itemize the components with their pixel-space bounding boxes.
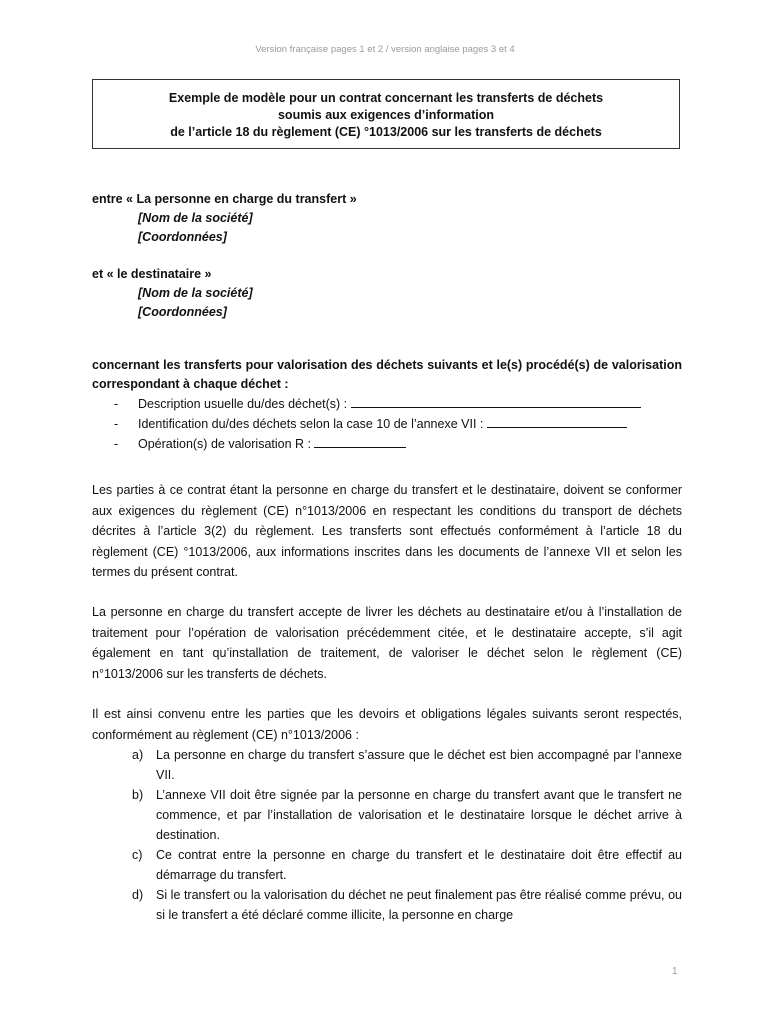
concerning-block: [92, 356, 682, 454]
waste-identification-label: Identification du/des déchets selon la case 10 de l’annexe VII :: [138, 417, 484, 431]
obligations-list: [92, 745, 682, 925]
list-marker: b): [132, 788, 144, 802]
title-line-2: soumis aux exigences d’information: [277, 108, 495, 122]
and-label: et « le destinataire »: [92, 267, 212, 281]
and-coordinates: [Coordonnées]: [138, 305, 227, 319]
list-item: [92, 434, 682, 454]
paragraph-2: La personne en charge du transfert accepte de livrer les déchets au destinataire et/ou à l’installation de traitement pour l’opération de valorisation précédemment citée, et le destinataire accepte, s’il agit également en tant qu’installation de traitement, de valoriser le déchet selon le règlement (CE) n°1013/2006 sur les transferts de déchets.: [92, 605, 682, 681]
between-coordinates: [Coordonnées]: [138, 230, 227, 244]
obligations-block: [92, 704, 682, 925]
list-item: [92, 414, 682, 434]
obligation-text: Ce contrat entre la personne en charge du transfert et le destinataire doit être effectif au démarrage du transfert.: [156, 848, 682, 882]
parties-block: [92, 190, 682, 322]
paragraph-1: Les parties à ce contrat étant la personne en charge du transfert et le destinataire, doivent se conformer aux exigences du règlement (CE) n°1013/2006 en respectant les conditions du transport de déchets décrites à l’article 3(2) du règlement. Les transferts sont effectués conformément à l’article 18 du règlement (CE) °1013/2006, aux informations inscrites dans les documents de l’annexe VII et selon les termes du présent contrat.: [92, 483, 682, 579]
page-number: 1: [672, 966, 678, 977]
between-company-name: [Nom de la société]: [138, 211, 253, 225]
list-item: [92, 845, 682, 885]
list-marker: d): [132, 888, 144, 902]
title-line-3: de l’article 18 du règlement (CE) °1013/2006 sur les transferts de déchets: [170, 125, 602, 139]
dash-mark: -: [114, 417, 119, 431]
list-item: [92, 394, 682, 414]
list-marker: c): [132, 848, 143, 862]
obligation-text: La personne en charge du transfert s’assure que le déchet est bien accompagné par l’annexe VII.: [156, 748, 682, 782]
list-item: [92, 785, 682, 845]
obligation-text: Si le transfert ou la valorisation du déchet ne peut finalement pas être réalisé comme prévu, ou si le transfert a été déclaré comme illicite, la personne en charge: [156, 888, 682, 922]
title-line-1: Exemple de modèle pour un contrat concernant les transferts de déchets: [168, 91, 604, 105]
list-marker: a): [132, 748, 144, 762]
waste-info-list: [92, 394, 682, 454]
list-item: [92, 885, 682, 925]
dash-mark: -: [114, 397, 119, 411]
waste-description-blank[interactable]: [351, 395, 641, 408]
waste-identification-blank[interactable]: [487, 415, 627, 428]
paragraph-3: Il est ainsi convenu entre les parties que les devoirs et obligations légales suivants seront respectés, conformément au règlement (CE) n°1013/2006 :: [92, 707, 682, 742]
and-company-name: [Nom de la société]: [138, 286, 253, 300]
dash-mark: -: [114, 437, 119, 451]
title-box: [92, 79, 680, 149]
recovery-operation-blank[interactable]: [314, 435, 406, 448]
obligation-text: L’annexe VII doit être signée par la personne en charge du transfert avant que le transfert ne commence, et par l’installation de valorisation et le destinataire lorsque le déchet arrive à destination.: [156, 788, 682, 842]
waste-description-label: Description usuelle du/des déchet(s) :: [138, 397, 348, 411]
between-label: entre « La personne en charge du transfert »: [92, 192, 357, 206]
recovery-operation-label: Opération(s) de valorisation R :: [138, 437, 311, 451]
header-note: Version française pages 1 et 2 / version anglaise pages 3 et 4: [255, 44, 515, 55]
list-item: [92, 745, 682, 785]
concerning-intro: concernant les transferts pour valorisation des déchets suivants et le(s) procédé(s) de valorisation correspondant à chaque déchet :: [92, 358, 682, 391]
